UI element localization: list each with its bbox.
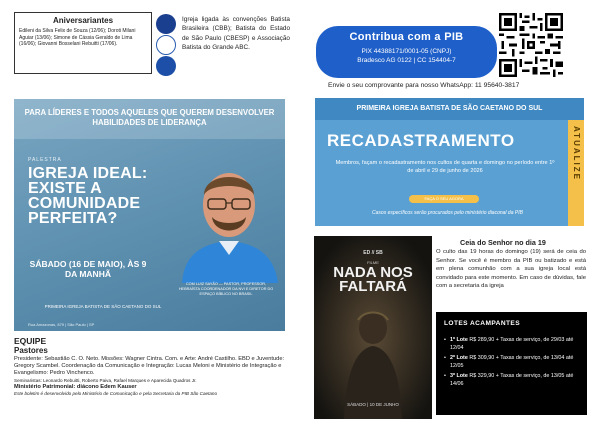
palestra-banner xyxy=(14,99,285,331)
lote-item xyxy=(444,355,579,370)
recadastramento-banner xyxy=(315,98,584,226)
qr-code-icon[interactable] xyxy=(499,13,563,77)
ceia-poster-title: NADA NOS FALTARÁ xyxy=(333,264,413,295)
abc-logo-icon xyxy=(156,56,176,76)
ceia-text: O culto das 19 horas do domingo (19) será de ceia do Senhor. Se você é membro da PIB ou batizado e está em plena comunhão com a sua igreja local está convidado para este momento. Em caso de dúvidas, fale com a secretaria da igreja xyxy=(436,249,586,289)
recad-side-tab xyxy=(568,120,584,226)
recad-text: Membros, façam o recadastramento nos cultos de quarta e domingo no período entre 1º de abril e 29 de junho de 2026 xyxy=(335,160,555,174)
palestra-speaker: COM LUIZ SAYÃO — PASTOR, PROFESSOR, HEBRAÍSTA COORDENADOR DA NVI E DIRETOR DO ESPAÇO BÍBLICO NO BRASIL xyxy=(178,282,274,296)
ceia-poster-bottom: SÁBADO | 10 DE JUNHO xyxy=(347,402,399,407)
palestra-title: IGREJA IDEAL: EXISTE A COMUNIDADE PERFEITA? xyxy=(28,165,148,227)
lote-text: R$ 309,90 + Taxas de serviço, de 13/04 até 12/05 xyxy=(450,355,574,369)
palestra-address: Rua Amazonas, 879 | São Paulo | SP xyxy=(28,322,95,327)
cbb-logo-icon xyxy=(156,14,176,34)
equipe-seminaristas: Seminaristas: Leonardo Rebuitti, Roberto Paiva, Rafael Marques e Aparecida Quadros Jr. xyxy=(14,377,197,383)
lote-item xyxy=(444,373,579,388)
whatsapp-line: Envie o seu comprovante para nosso WhatsApp: 11 95640-3817 xyxy=(328,82,520,89)
lotes-box xyxy=(436,312,587,415)
cbesp-logo-icon xyxy=(156,35,176,55)
palestra-church: PRIMEIRA IGREJA BATISTA DE SÃO CAETANO DO SUL xyxy=(44,304,162,309)
convention-logos xyxy=(156,14,178,76)
lote-item xyxy=(444,337,579,352)
equipe-section xyxy=(14,337,297,397)
equipe-patrimonial: Ministério Patrimonial: diácono Edem Kauser xyxy=(14,383,137,390)
aniversariantes-text: Edileni da Silva Felix de Souza (12/06); Doroti Milani Aguiar (13/06); Simone de Cássia Geraldo de Lima (16/06); Giovanni Bosselani Rebuitti (17/06). xyxy=(19,28,136,47)
ceia-poster-top: ED // SB xyxy=(363,250,383,256)
recad-title: RECADASTRAMENTO xyxy=(327,131,515,150)
equipe-subtitle: Pastores xyxy=(14,346,48,355)
recad-button[interactable]: FAÇA O SEU AGORA xyxy=(409,195,479,203)
lote-text: R$ 329,90 + Taxas de serviço, de 13/05 até 14/06 xyxy=(450,373,574,387)
equipe-pastores-text: Presidente: Sebastião C. O. Neto. Missões: Wagner Cintra. Com. e Arte: André Castilho. EBD e Juventude: Gregory Scambel. Coordenação da Comunicação e Integração: Lucas Meloni e Ministério de Integração e Evangelismo: Pedro Vinchenco. xyxy=(14,355,285,377)
contribua-box xyxy=(316,26,497,78)
ceia-poster-sub: FILME xyxy=(367,260,379,265)
equipe-footer: Este boletim é desenvolvido pelo Ministério de Comunicação e pela Secretaria da PIB São Caetano xyxy=(14,391,218,397)
speaker-photo xyxy=(174,153,284,283)
recad-church: PRIMEIRA IGREJA BATISTA DE SÃO CAETANO DO SUL xyxy=(315,98,584,120)
lote-label: 2º Lote xyxy=(450,355,468,361)
convencoes-text: Igreja ligada às convenções Batista Brasileira (CBB); Batista do Estado de São Paulo (CBESP) e Associação Batista do Grande ABC. xyxy=(182,16,290,51)
recad-footer: Casos específicos serão procurados pelo ministério diaconal da PIB xyxy=(372,210,523,216)
lote-label: 3º Lote xyxy=(450,373,468,379)
recad-side-label: ATUALIZE xyxy=(572,126,581,181)
palestra-date: SÁBADO (16 DE MAIO), ÀS 9 DA MANHÃ xyxy=(29,259,147,279)
aniversariantes-box xyxy=(14,12,152,74)
aniversariantes-title: Aniversariantes xyxy=(52,16,114,25)
lotes-title: LOTES ACAMPANTES xyxy=(444,320,521,327)
palestra-header: PARA LÍDERES E TODOS AQUELES QUE QUEREM DESENVOLVER HABILIDADES DE LIDERANÇA xyxy=(14,99,285,139)
lote-text: R$ 289,90 + Taxas de serviço, de 29/03 até 12/04 xyxy=(450,337,574,351)
ceia-title: Ceia do Senhor no dia 19 xyxy=(460,238,546,247)
pix-line: PIX 44388171/0001-05 (CNPJ) xyxy=(361,48,452,55)
contribua-title: Contribua com a PIB xyxy=(349,31,464,43)
lote-label: 1º Lote xyxy=(450,337,468,343)
bank-line: Bradesco AG 0122 | CC 154404-7 xyxy=(357,57,456,64)
equipe-title: EQUIPE xyxy=(14,336,47,346)
palestra-tag: PALESTRA xyxy=(28,157,62,163)
ceia-poster xyxy=(314,236,432,419)
